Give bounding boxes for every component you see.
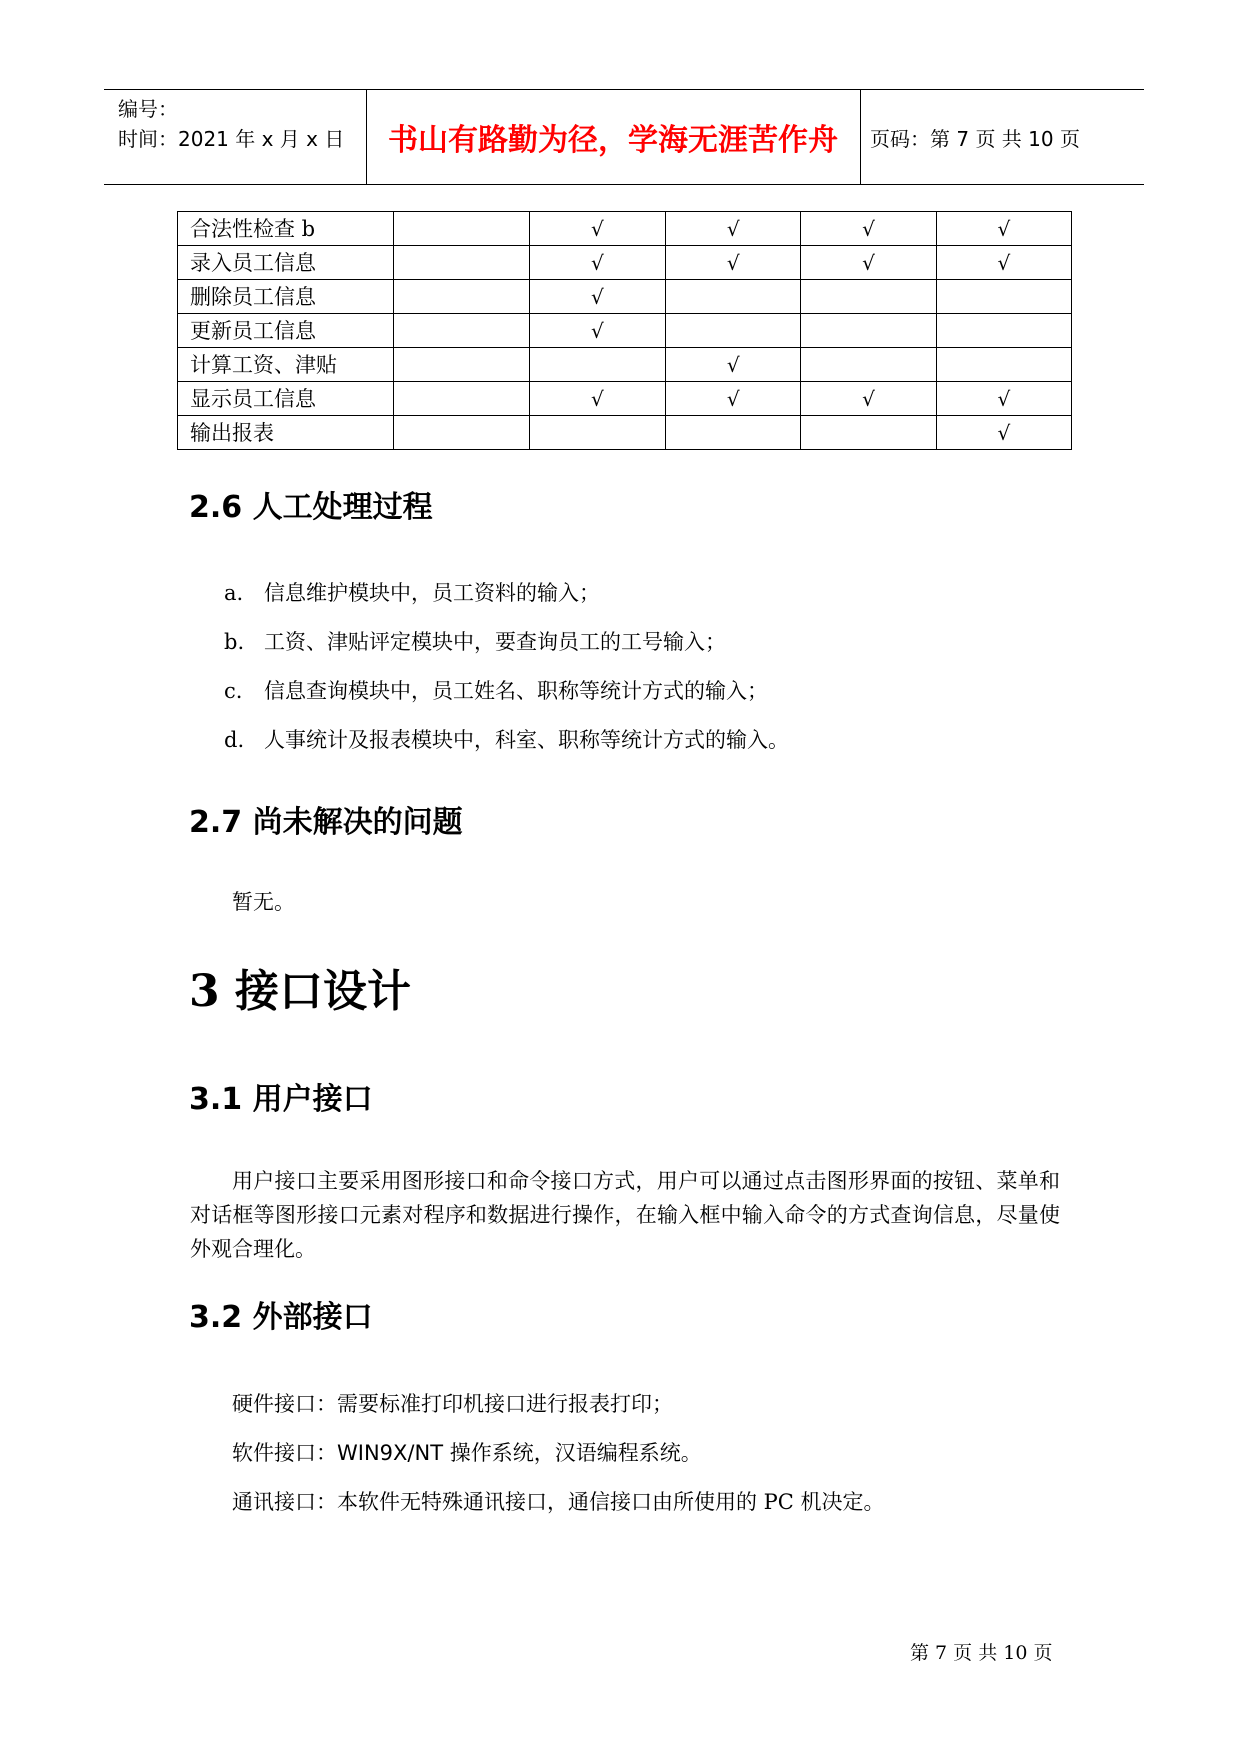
- check-cell: [394, 212, 529, 246]
- body-paragraph: 用户接口主要采用图形接口和命令接口方式，用户可以通过点击图形界面的按钮、菜单和对话框等图形接口元素对程序和数据进行操作，在输入框中输入命令的方式查询信息，尽量使外观合理化。: [190, 1169, 1060, 1261]
- list-item-text: 信息查询模块中，员工姓名、职称等统计方式的输入；: [264, 679, 768, 703]
- list-item-text: 信息维护模块中，员工资料的输入；: [264, 581, 600, 605]
- check-cell: [394, 416, 529, 450]
- heading-3-1: 3.1 用户接口: [189, 1082, 373, 1117]
- list-letter: d.: [224, 728, 245, 752]
- row-label: 合法性检查 b: [178, 212, 394, 246]
- header-divider-right: [860, 90, 861, 184]
- heading-3-2: 3.2 外部接口: [189, 1300, 373, 1335]
- check-cell: √: [666, 212, 801, 246]
- check-cell: √: [529, 280, 665, 314]
- check-cell: [666, 280, 801, 314]
- check-cell: [801, 314, 936, 348]
- table-row: [178, 382, 1072, 416]
- check-cell: √: [529, 314, 665, 348]
- table-row: [178, 416, 1072, 450]
- check-cell: √: [801, 212, 936, 246]
- row-label: 录入员工信息: [178, 246, 394, 280]
- table-row: [178, 280, 1072, 314]
- row-label: 显示员工信息: [178, 382, 394, 416]
- check-cell: √: [936, 382, 1071, 416]
- header-number: 编号：: [118, 97, 178, 121]
- check-cell: [394, 314, 529, 348]
- check-cell: [394, 246, 529, 280]
- check-cell: [801, 348, 936, 382]
- check-cell: √: [936, 416, 1071, 450]
- software-interface-line: 软件接口：WIN9X/NT 操作系统，汉语编程系统。: [232, 1441, 702, 1465]
- table-row: [178, 348, 1072, 382]
- row-label: 输出报表: [178, 416, 394, 450]
- list-item: [224, 676, 242, 706]
- list-letter: a.: [224, 581, 244, 605]
- check-cell: [801, 416, 936, 450]
- row-label: 计算工资、津贴: [178, 348, 394, 382]
- check-cell: √: [529, 212, 665, 246]
- table-row: [178, 212, 1072, 246]
- row-label: 更新员工信息: [178, 314, 394, 348]
- check-cell: √: [666, 246, 801, 280]
- check-cell: √: [666, 348, 801, 382]
- check-cell: [394, 382, 529, 416]
- list-letter: b.: [224, 630, 245, 654]
- check-cell: [936, 348, 1071, 382]
- heading-2-7: 2.7 尚未解决的问题: [189, 805, 463, 840]
- check-cell: [936, 314, 1071, 348]
- heading-3: 3 接口设计: [189, 966, 411, 1017]
- check-cell: [529, 416, 665, 450]
- check-cell: [801, 280, 936, 314]
- header-meta: [118, 94, 344, 154]
- check-cell: √: [936, 246, 1071, 280]
- header-divider-left: [366, 90, 367, 184]
- table-row: [178, 246, 1072, 280]
- communication-interface-line: 通讯接口：本软件无特殊通讯接口，通信接口由所使用的 PC 机决定。: [232, 1490, 885, 1514]
- check-cell: √: [801, 382, 936, 416]
- check-cell: √: [529, 382, 665, 416]
- check-cell: [529, 348, 665, 382]
- page-number-footer: 第 7 页 共 10 页: [910, 1642, 1053, 1664]
- check-cell: [666, 314, 801, 348]
- header-slogan: 书山有路勤为径，学海无涯苦作舟: [388, 123, 838, 158]
- check-cell: √: [666, 382, 801, 416]
- heading-2-6: 2.6 人工处理过程: [189, 490, 433, 525]
- list-item-text: 人事统计及报表模块中，科室、职称等统计方式的输入。: [264, 728, 789, 752]
- list-item-text: 工资、津贴评定模块中，要查询员工的工号输入；: [264, 630, 726, 654]
- list-item: [224, 725, 244, 755]
- hardware-interface-line: 硬件接口：需要标准打印机接口进行报表打印；: [232, 1392, 673, 1416]
- list-item: [224, 627, 244, 657]
- page-header: [104, 89, 1144, 185]
- list-item: [224, 578, 243, 608]
- table-row: [178, 314, 1072, 348]
- check-cell: √: [529, 246, 665, 280]
- check-cell: √: [801, 246, 936, 280]
- check-cell: [666, 416, 801, 450]
- check-cell: [394, 348, 529, 382]
- check-cell: [394, 280, 529, 314]
- function-check-table: [177, 211, 1072, 450]
- list-letter: c.: [224, 679, 243, 703]
- header-time: 时间：2021 年 x 月 x 日: [118, 127, 345, 151]
- body-text: 暂无。: [232, 890, 295, 914]
- header-page-info: 页码： 第 7 页 共 10 页: [870, 126, 1080, 151]
- check-cell: √: [936, 212, 1071, 246]
- check-cell: [936, 280, 1071, 314]
- row-label: 删除员工信息: [178, 280, 394, 314]
